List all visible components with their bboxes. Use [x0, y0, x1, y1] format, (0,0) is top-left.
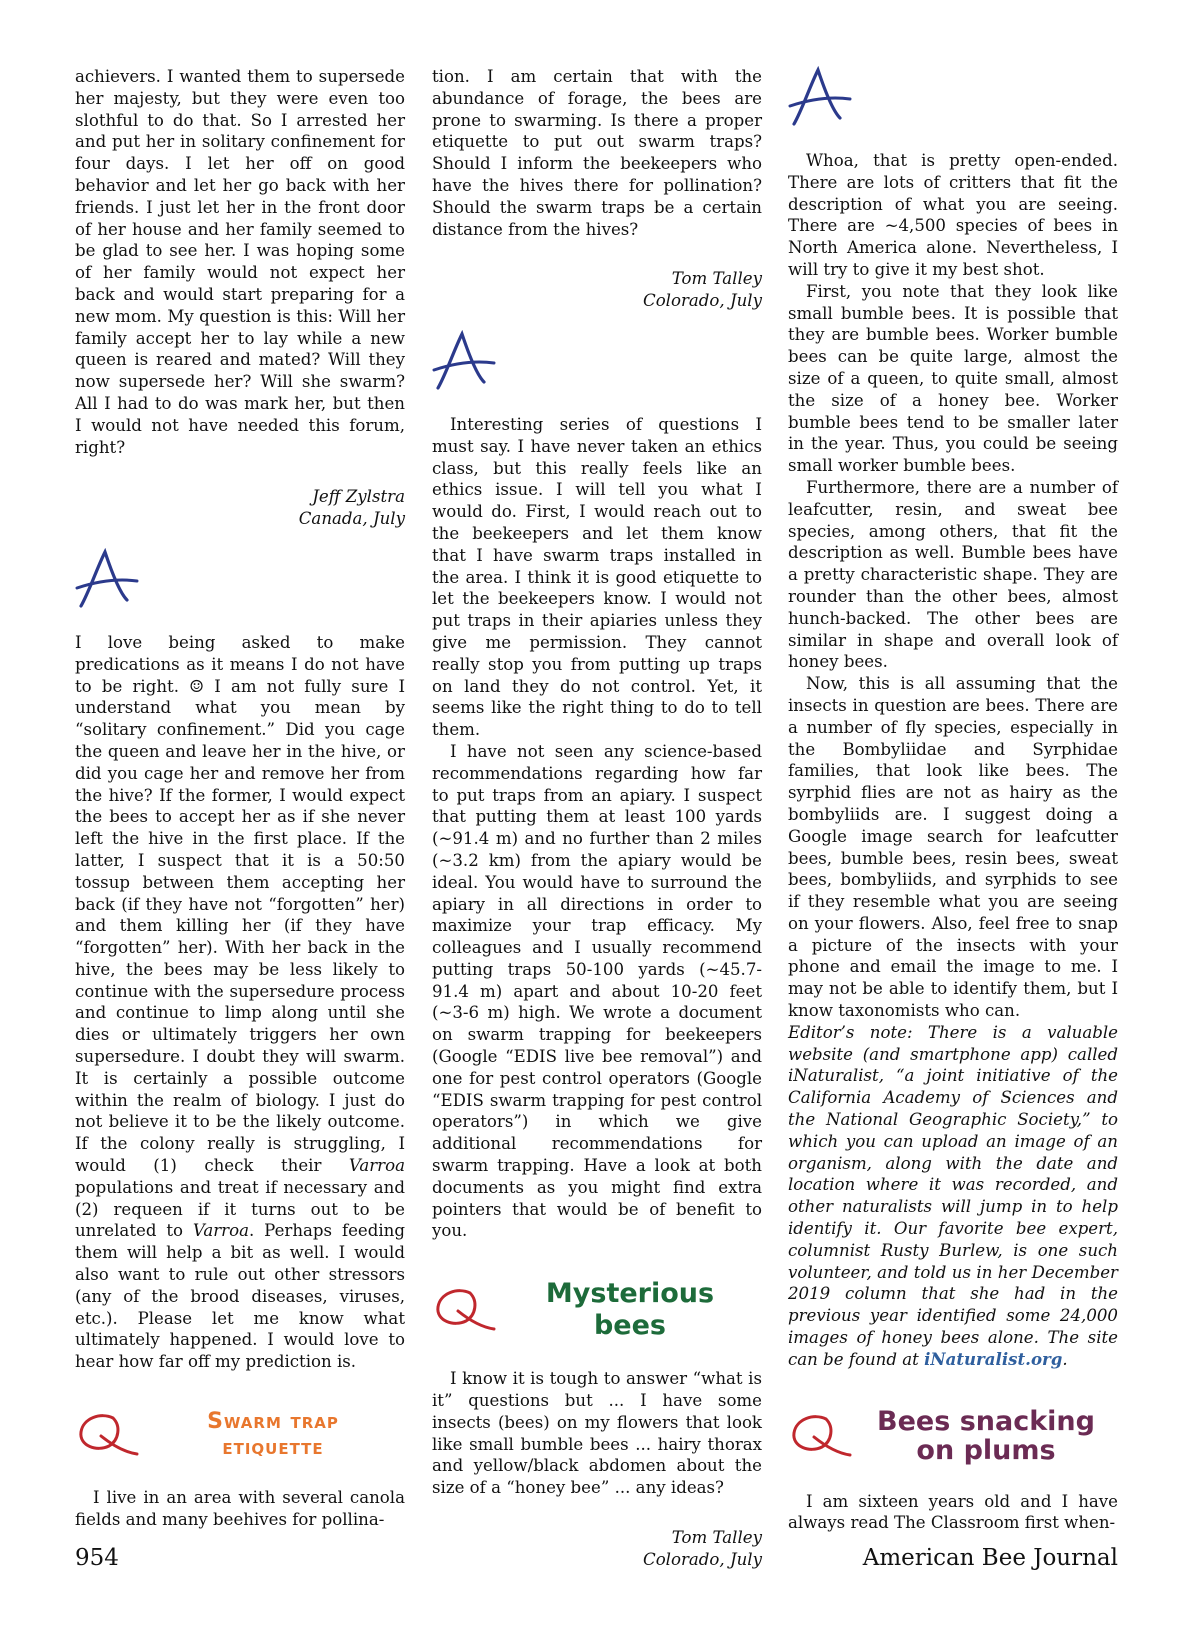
- column-1: [75, 66, 405, 1531]
- question-heading-swarm-trap: [75, 1409, 405, 1461]
- answer-paragraph: Whoa, that is pretty open-ended. There are lots of critters that fit the description of what you are seeing. There are ~4,500 species of bees in North America alone. Nevertheless, I will try to give it my best shot.: [788, 151, 1118, 279]
- answer-paragraph: Now, this is all assuming that the insects in question are bees. There are a number of fly species, especially in the Bombyliidae and Syrphidae families, that look like bees. The syrphid flies are not as hairy as the bombyliids are. I suggest doing a Google image search for leafcutter bees, bumble bees, resin bees, sweat bees, bombyliids, and syrphids to see if they resemble what you are seeing on your flowers. Also, feel free to snap a picture of the insects with your phone and email the image to me. I may not be able to identify them, but I know taxonomists who can.: [788, 674, 1118, 1021]
- answer-body: I love being asked to make predications as it means I do not have to be right. ☺ I am not fully sure I understand what you mean by “solitary confinement.” Did you cage the queen and leave her in the hive, or did you cage her and remove her from the hive? If the former, I would expect the bees to accept her as if she never left the hive in the first place. If the latter, I suspect that it is a 50:50 tossup between them accepting her back (if they have not “forgotten” her) and them killing her (if they have “forgotten” her). With her back in the hive, the bees may be less likely to continue with the supersedure process and continue to limp along until she dies or ultimately triggers her own supersedure. I doubt they will swarm. It is certainly a possible outcome within the realm of biology. I just do not believe it to be the likely outcome. If the colony really is struggling, I would (1) check their Varroa populations and treat if necessary and (2) requeen if it turns out to be unrelated to Varroa. Perhaps feeding them will help a bit as well. I would also want to rule out other stressors (any of the brood diseases, viruses, etc.). Please let me know what ultimately happened. I would love to hear how far off my prediction is.: [75, 632, 405, 1372]
- question-signature: [432, 1527, 762, 1571]
- answer-paragraph: I have not seen any science-based recommendations regarding how far to put traps from an apiary. I suspect that putting them at least 100 yards (~91.4 m) and no further than 2 miles (~3.2 km) from the apiary would be ideal. You would have to surround the apiary in all directions in order to maximize your trap efficacy. My colleagues and I usually recommend putting traps 50-100 yards (~45.7-91.4 m) apart and about 10-20 feet (~3-6 m) high. We wrote a document on swarm trapping for beekeepers (Google “EDIS live bee removal”) and one for pest control operators (Google “EDIS swarm trapping for pest control operators”) in which we give additional recommendations for swarm trapping. Have a look at both documents as you might find extra pointers that would be of benefit to you.: [432, 741, 762, 1241]
- section-title: Mysterious bees: [545, 1278, 715, 1342]
- signature-place: Colorado, July: [643, 291, 762, 311]
- page-number: 954: [75, 1545, 119, 1571]
- handwritten-a-icon: [75, 548, 405, 612]
- column-3: [788, 66, 1118, 1534]
- question-body-continued: tion. I am certain that with the abundance of forage, the bees are prone to swarming. Is there a proper etiquette to put out swarm traps? Should I inform the beekeepers who have the hives there for pollination? Should the swarm traps be a certain distance from the hives?: [432, 67, 762, 239]
- section-title: Swarm trap etiquette: [207, 1409, 339, 1461]
- inaturalist-link[interactable]: iNaturalist.org: [924, 1348, 1063, 1369]
- answer-paragraph: Furthermore, there are a number of leafcutter, resin, and sweat bee species, among others, that fit the description as well. Bumble bees have a pretty characteristic shape. They are rounder than the other bees, almost hunch-backed. The other bees are similar in shape and overall look of honey bees.: [788, 477, 1118, 672]
- section-title: Bees snacking on plums: [877, 1405, 1095, 1466]
- column-2: [432, 66, 762, 1571]
- signature-place: Colorado, July: [643, 1549, 762, 1569]
- question-body: I live in an area with several canola fields and many beehives for pollina-: [75, 1488, 405, 1529]
- question-body-continued: achievers. I wanted them to supersede her majesty, but they were even too slothful to do that. So I arrested her and put her in solitary confinement for four days. I let her off on good behavior and let her go back with her friends. I just let her in the front door of her house and her family seemed to be glad to see her. I was hoping some of her family would not expect her back and would start preparing for a new mom. My question is this: Will her family accept her to lay while a new queen is reared and mated? Will they now supersede her? Will she swarm? All I had to do was mark her, but then I would not have needed this forum, right?: [75, 67, 405, 457]
- question-body: I know it is tough to answer “what is it” questions but ... I have some insects (bees) on my flowers that look like small bumble bees ... hairy thorax and yellow/black abdomen about the size of a “honey bee” ... any ideas?: [432, 1369, 762, 1498]
- handwritten-q-icon: [788, 1411, 854, 1461]
- handwritten-q-icon: [75, 1410, 141, 1460]
- signature-name: Tom Talley: [671, 269, 762, 289]
- question-body: I am sixteen years old and I have always read The Classroom first when-: [788, 1491, 1118, 1533]
- journal-name: American Bee Journal: [862, 1545, 1118, 1571]
- signature-name: Jeff Zylstra: [312, 487, 405, 507]
- handwritten-a-icon: [788, 66, 1118, 130]
- editor-note: Editor’s note: There is a valuable website (and smartphone app) called iNaturalist, “a joint initiative of the California Academy of Sciences and the National Geographic Society,” to which you can upload an image of an organism, along with the date and location where it was recorded, and other naturalists will jump in to help identify it. Our favorite bee expert, columnist Rusty Burlew, is one such volunteer, and told us in her December 2019 column that she had in the previous year identified some 24,000 images of honey bees alone. The site can be found at iNaturalist.org.: [788, 1022, 1118, 1369]
- answer-paragraph: Interesting series of questions I must say. I have never taken an ethics class, but this really feels like an ethics issue. I will tell you what I would do. First, I would reach out to the beekeepers and let them know that I have swarm traps installed in the area. I think it is good etiquette to let the beekeepers know. I would not put traps in their apiaries unless they give me permission. They cannot really stop you from putting up traps on land they do not control. Yet, it seems like the right thing to do to tell them.: [432, 414, 762, 740]
- question-signature: [432, 268, 762, 312]
- question-heading-bees-snacking: [788, 1407, 1118, 1465]
- answer-paragraph: First, you note that they look like small bumble bees. It is possible that they are bumble bees. Worker bumble bees can be quite large, almost the size of a queen, to quite small, almost the size of a honey bee. Worker bumble bees tend to be smaller later in the year. Thus, you could be seeing small worker bumble bees.: [788, 281, 1118, 476]
- signature-place: Canada, July: [298, 509, 405, 529]
- question-heading-mysterious-bees: [432, 1278, 762, 1342]
- signature-name: Tom Talley: [671, 1528, 762, 1548]
- handwritten-a-icon: [432, 330, 762, 394]
- handwritten-q-icon: [432, 1285, 498, 1335]
- question-signature: [75, 486, 405, 530]
